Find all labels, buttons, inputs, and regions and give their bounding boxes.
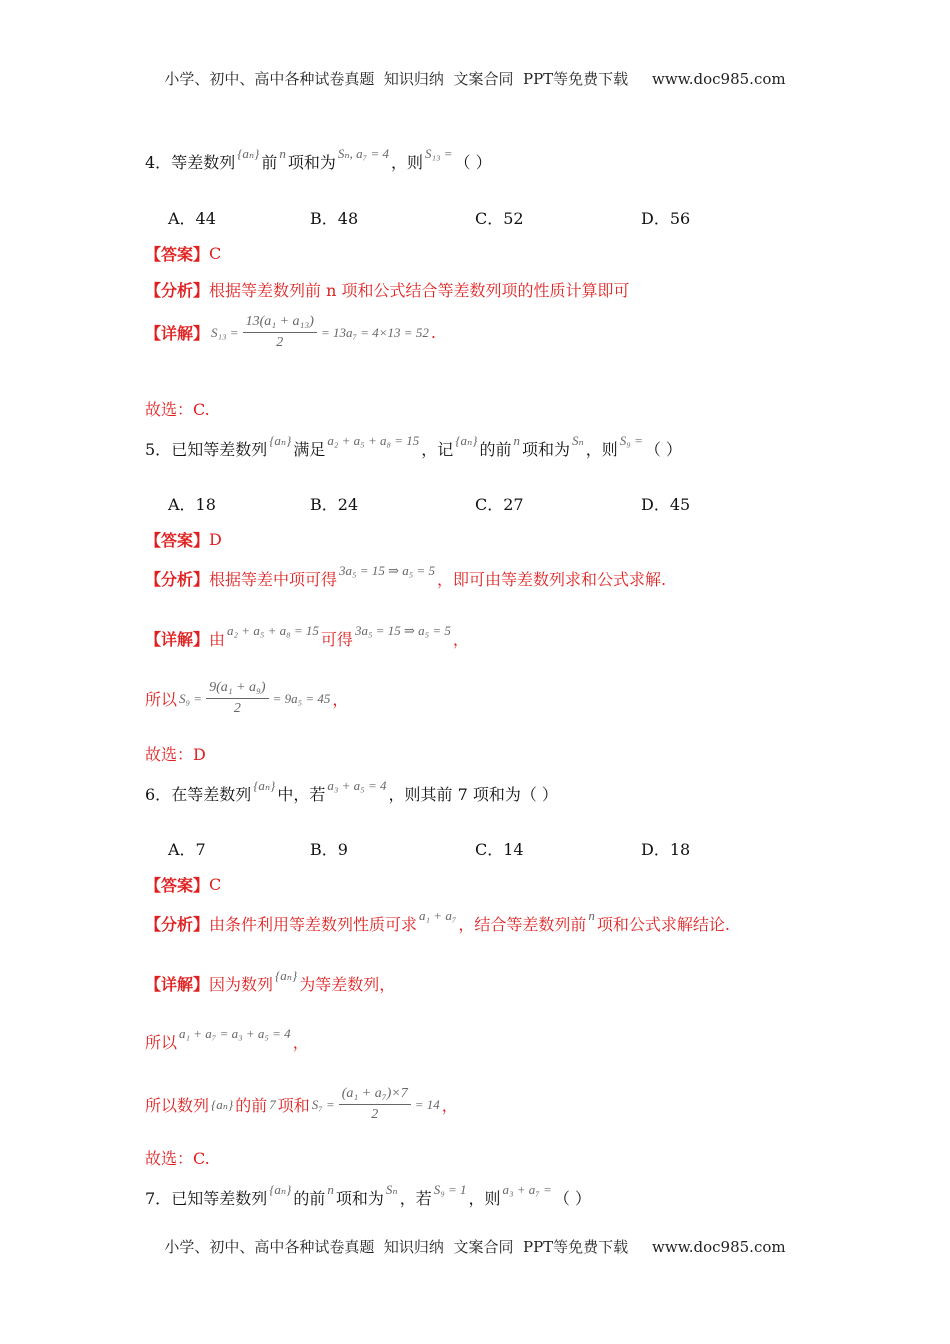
question-number: 4． [145,153,172,172]
q4-conclusion: 故选：C. [145,400,210,419]
q-text: ，则 [468,1189,501,1208]
answer-tag: 【答案】 [145,531,210,550]
detail-tag: 【详解】 [145,630,210,649]
question-number: 5． [145,440,172,459]
detail-text: 所以 [145,690,178,709]
math-formula: {aₙ} [237,145,260,161]
detail-tag: 【详解】 [145,324,210,343]
option-c: C．27 [475,495,524,514]
math-formula: Sₙ [385,1181,398,1197]
math-formula: n [513,432,520,448]
math-formula: {aₙ} [269,432,292,448]
math-formula: a₂ + a₅ + a₈ = 15 [227,622,319,638]
fraction [243,314,317,351]
q5-answer [145,528,222,551]
q-text: ，则 [390,153,423,172]
option-b: B．24 [310,495,359,514]
math-formula: {aₙ} [253,777,276,793]
analysis-text: 由条件利用等差数列性质可求 [209,915,418,934]
answer-tag: 【答案】 [145,876,210,895]
detail-text: 所以数列 [145,1096,210,1115]
analysis-tag: 【分析】 [145,570,210,589]
q4-detail [145,314,436,351]
page-header: 小学、初中、高中各种试卷真题 知识归纳 文案合同 PPT等免费下载 www.doc985.com [164,70,786,88]
question-number: 6． [145,785,172,804]
math-formula: Sₙ, a₇ = 4 [337,145,389,161]
math-formula: S₁₃ = [424,145,453,161]
analysis-text: 项和公式求解结论. [596,915,730,934]
math-formula: 7 [269,1096,276,1112]
detail-text: 因为数列 [209,975,274,994]
q-text: 项和为 [521,440,570,459]
option-c: C．14 [475,840,524,859]
punctuation: ， [441,1096,458,1115]
q-text: （ ） [454,153,492,172]
punctuation: ， [452,630,469,649]
option-d: D．56 [641,209,691,228]
math-formula: a₁ + a₇ = a₃ + a₅ = 4 [179,1025,291,1041]
math-formula: a₁ + a₇ [419,907,457,923]
fraction [339,1086,411,1123]
math-formula: {aₙ} [455,432,478,448]
math-formula: Sₙ [572,432,584,448]
math-formula: a₃ + a₅ = 4 [327,777,387,793]
q-text: （ ） [644,440,682,459]
fraction-numerator: 9(a₁ + a₉) [206,680,269,699]
option-b: B．48 [310,209,359,228]
option-a: A．7 [168,840,206,859]
math-formula: 3a₅ = 15 ⇒ a₅ = 5 [354,622,451,638]
question-5 [145,432,682,460]
option-d: D．18 [641,840,691,859]
q-text: 满足 [293,440,326,459]
q6-detail-line2 [145,1025,309,1053]
q6-analysis [145,907,730,935]
analysis-tag: 【分析】 [145,915,210,934]
q6-detail-line3 [145,1086,458,1123]
q-text: 已知等差数列 [171,1189,268,1208]
answer-value: D [209,530,222,549]
q5-conclusion: 故选：D [145,745,206,764]
detail-tag: 【详解】 [145,975,210,994]
answer-value: C [209,244,222,263]
fraction-denominator: 2 [371,1107,379,1122]
question-number: 7． [145,1189,172,1208]
detail-text: 由 [209,630,226,649]
math-formula: a₃ + a₇ = [502,1181,552,1197]
analysis-text: ，结合等差数列前 [458,915,587,934]
q-text: 前 [261,153,278,172]
analysis-tag: 【分析】 [145,281,210,300]
q6-conclusion: 故选：C. [145,1149,210,1168]
math-formula: S₉ = [179,690,203,706]
option-d: D．45 [641,495,691,514]
detail-text: 项和 [277,1096,310,1115]
q-text: ，则其前 7 项和为（ ） [388,785,558,804]
detail-text: 所以 [145,1033,178,1052]
option-a: A．44 [168,209,216,228]
math-formula: 3a₅ = 15 ⇒ a₅ = 5 [339,562,436,578]
question-4 [145,145,492,173]
q6-answer [145,873,221,896]
q-text: 的前 [479,440,512,459]
question-6 [145,777,558,805]
fraction-numerator: 13(a₁ + a₁₃) [243,314,317,333]
option-a: A．18 [168,495,216,514]
answer-value: C [209,875,222,894]
q-text: （ ） [553,1189,591,1208]
math-formula: S₁₃ = [211,324,239,340]
option-c: C．52 [475,209,524,228]
q-text: ，记 [421,440,454,459]
q4-answer [145,242,221,265]
q-text: 项和为 [335,1189,384,1208]
math-formula: n [327,1181,334,1197]
fraction-numerator: (a₁ + a₇)×7 [339,1086,411,1105]
detail-text: 的前 [235,1096,268,1115]
fraction-denominator: 2 [233,701,241,716]
math-formula: = 14 [414,1096,440,1112]
q-text: 已知等差数列 [171,440,268,459]
q-text: ，若 [399,1189,432,1208]
punctuation: ， [292,1033,309,1052]
math-formula: S₉ = [619,432,643,448]
q-text: 的前 [293,1189,326,1208]
math-formula: = 13a₇ = 4×13 = 52 [320,324,429,340]
q-text: 等差数列 [171,153,236,172]
detail-text: 可得 [320,630,353,649]
punctuation: ， [332,690,349,709]
math-formula: {aₙ} [275,967,298,983]
analysis-text: 根据等差数列前 n 项和公式结合等差数列项的性质计算即可 [209,281,630,300]
q-text: ，则 [585,440,618,459]
option-b: B．9 [310,840,348,859]
math-formula: S₇ = [311,1096,335,1112]
math-formula: {aₙ} [269,1181,292,1197]
q-text: 项和为 [287,153,336,172]
detail-text: 为等差数列， [299,975,396,994]
analysis-text: ，即可由等差数列求和公式求解. [437,570,667,589]
question-7 [145,1181,591,1209]
punctuation: . [430,323,436,342]
page-footer: 小学、初中、高中各种试卷真题 知识归纳 文案合同 PPT等免费下载 www.doc985.com [164,1238,786,1256]
math-formula: {aₙ} [211,1096,234,1112]
q-text: 中，若 [277,785,326,804]
math-formula: = 9a₅ = 45 [272,690,331,706]
answer-tag: 【答案】 [145,245,210,264]
q4-analysis [145,278,630,301]
q5-analysis [145,562,667,590]
q-text: 在等差数列 [171,785,252,804]
fraction [206,680,269,717]
math-formula: a₂ + a₅ + a₈ = 15 [327,432,420,448]
q5-detail [145,622,469,650]
math-formula: n [588,907,595,923]
math-formula: n [279,145,286,161]
fraction-denominator: 2 [276,335,284,350]
analysis-text: 根据等差中项可得 [209,570,338,589]
q5-sum [145,680,348,717]
q6-detail [145,967,396,995]
math-formula: S₉ = 1 [433,1181,467,1197]
